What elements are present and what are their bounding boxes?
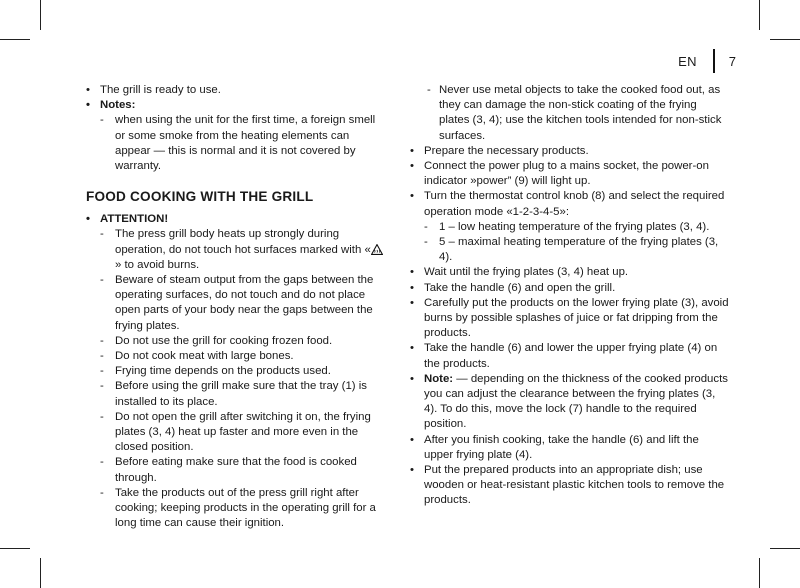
steps-list-b [410,265,730,508]
attention-sublist [86,227,386,531]
section-title: FOOD COOKING WITH THE GRILL [86,189,314,205]
hot-surface-warning-icon [371,244,383,255]
note-item [410,372,730,433]
attention-subitem-hot-surfaces [86,227,386,273]
crop-mark-top-left-h [0,39,30,40]
crop-mark-top-right [759,0,760,30]
notes-label: • Notes: [86,98,386,113]
crop-mark-bottom-right [759,558,760,588]
crop-mark-top-right-h [770,39,800,40]
step-item: • Wait until the frying plates (3, 4) heat up. [410,265,730,280]
attention-subitem: - Before using the grill make sure that the tray (1) is installed to its place. [86,379,386,409]
step-item: • Turn the thermostat control knob (8) and select the required operation mode «1-2-3-4-5»: [410,189,730,219]
mode-subitem: - 1 – low heating temperature of the frying plates (3, 4). [410,220,730,235]
step-item: • Take the handle (6) and lower the upper frying plate (4) on the products. [410,341,730,371]
page-header [678,49,736,73]
crop-mark-top-left [40,0,41,30]
note-label: Note: [424,372,454,385]
notes-subitem: - when using the unit for the first time, a foreign smell or some smoke from the heating elements can appear — this is normal and it is not covered by warranty. [86,113,386,174]
attention-list [86,212,386,227]
attention-subitem: - Do not use the grill for cooking frozen food. [86,334,386,349]
notes-sublist [86,113,386,174]
attention-subitem: - Before eating make sure that the food is cooked through. [86,455,386,485]
steps-list-a [410,144,730,220]
continued-subitem: - Never use metal objects to take the cooked food out, as they can damage the non-stick coating of the frying plates (3, 4); use the kitchen tools intended for non-stick surfaces. [410,83,730,144]
attention-label: • ATTENTION! [86,212,386,227]
page-number: 7 [728,53,736,69]
attention-subitem: - Beware of steam output from the gaps between the operating surfaces, do not touch and do not place open parts of your body near the gaps between the frying plates. [86,273,386,334]
left-column [86,83,386,531]
header-divider [713,49,715,73]
intro-list [86,83,386,113]
list-item: • The grill is ready to use. [86,83,386,98]
step-item: • Take the handle (6) and open the grill. [410,281,730,296]
mode-subitem: - 5 – maximal heating temperature of the frying plates (3, 4). [410,235,730,265]
continued-sublist [410,83,730,144]
attention-subitem: - Frying time depends on the products used. [86,364,386,379]
attention-subitem: - Do not cook meat with large bones. [86,349,386,364]
step-item: • After you finish cooking, take the handle (6) and lift the upper frying plate (4). [410,433,730,463]
hot-surface-text-before: The press grill body heats up strongly during operation, do not touch hot surfaces marked with « [115,228,371,256]
mode-sublist [410,220,730,266]
crop-mark-bottom-left-h [0,548,30,549]
crop-mark-bottom-left [40,558,41,588]
step-item: • Carefully put the products on the lower frying plate (3), avoid burns by possible splashes of juice or fat dripping from the products. [410,296,730,342]
language-label: EN [678,53,697,69]
right-column [410,83,730,509]
step-item: • Put the prepared products into an appropriate dish; use wooden or heat-resistant plastic kitchen tools to remove the products. [410,463,730,509]
attention-subitem: - Do not open the grill after switching it on, the frying plates (3, 4) heat up faster and more even in the closed position. [86,410,386,456]
attention-subitem: - Take the products out of the press grill right after cooking; keeping products in the operating grill for a long time can cause their ignition. [86,486,386,532]
step-item: • Prepare the necessary products. [410,144,730,159]
hot-surface-text-after: » to avoid burns. [115,258,200,271]
step-item: • Connect the power plug to a mains socket, the power-on indicator »power” (9) will light up. [410,159,730,189]
crop-mark-bottom-right-h [770,548,800,549]
note-text: — depending on the thickness of the cooked products you can adjust the clearance between the frying plates (3, 4). To do this, move the lock (7) handle to the required position. [424,372,728,431]
